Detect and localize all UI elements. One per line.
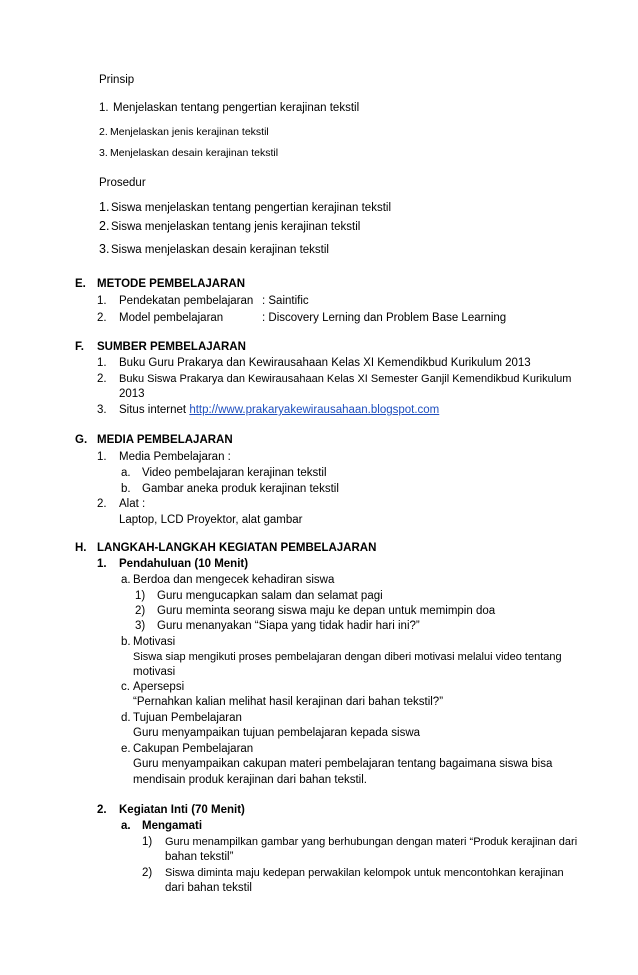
section-e-item-2-num: 2. (97, 312, 107, 324)
prosedur-item-3-num: 3. (99, 242, 110, 256)
prinsip-item-1: Menjelaskan tentang pengertian kerajinan tekstil (113, 102, 360, 114)
kegiatan-inti-title: Kegiatan Inti (70 Menit) (119, 804, 245, 816)
step-b-letter: b. (121, 636, 131, 648)
section-f-title: SUMBER PEMBELAJARAN (97, 341, 246, 353)
step-a-title: Berdoa dan mengecek kehadiran siswa (133, 574, 335, 586)
prosedur-item-1-num: 1. (99, 200, 110, 214)
mengamati-item-2-line-1: Siswa diminta maju kedepan perwakilan kelompok untuk mencontohkan kerajinan (165, 867, 564, 879)
prinsip-item-2-num: 2. (99, 126, 108, 138)
section-f-item-3-num: 3. (97, 404, 107, 416)
section-e-letter: E. (75, 278, 86, 290)
section-e-item-1-num: 1. (97, 295, 107, 307)
section-g-sub-b: Gambar aneka produk kerajinan tekstil (142, 483, 339, 495)
section-g-sub-a: Video pembelajaran kerajinan tekstil (142, 467, 327, 479)
mengamati-title: Mengamati (142, 820, 203, 832)
section-e-title: METODE PEMBELAJARAN (97, 278, 246, 290)
step-a-item-1-num: 1) (135, 590, 146, 602)
section-h-title: LANGKAH-LANGKAH KEGIATAN PEMBELAJARAN (97, 542, 377, 554)
mengamati-item-1-line-1: Guru menampilkan gambar yang berhubungan dengan materi “Produk kerajinan dari (165, 836, 578, 848)
section-h-letter: H. (75, 542, 87, 554)
section-f-letter: F. (75, 341, 84, 353)
section-f-item-1: Buku Guru Prakarya dan Kewirausahaan Kelas XI Kemendikbud Kurikulum 2013 (119, 357, 531, 369)
step-e-title: Cakupan Pembelajaran (133, 743, 254, 755)
prosedur-heading: Prosedur (99, 177, 146, 189)
section-g-letter: G. (75, 434, 88, 446)
prinsip-item-3-num: 3. (99, 147, 108, 159)
step-a-item-3-num: 3) (135, 620, 146, 632)
prosedur-item-3: Siswa menjelaskan desain kerajinan tekstil (111, 244, 329, 256)
step-d-letter: d. (121, 712, 131, 724)
section-f-item-3-prefix: Situs internet (119, 404, 190, 416)
section-e-item-2-value: : Discovery Lerning dan Problem Base Learning (262, 312, 507, 324)
step-a-item-2-num: 2) (135, 605, 146, 617)
step-c-letter: c. (121, 681, 130, 693)
prinsip-heading: Prinsip (99, 74, 135, 86)
section-g-sub-a-letter: a. (121, 467, 131, 479)
pendahuluan-title: Pendahuluan (10 Menit) (119, 558, 249, 570)
section-e-item-1-label: Pendekatan pembelajaran (119, 295, 254, 307)
section-e-item-2-label: Model pembelajaran (119, 312, 224, 324)
step-a-item-3: Guru menanyakan “Siapa yang tidak hadir hari ini?” (157, 620, 420, 632)
step-b-line-1: Siswa siap mengikuti proses pembelajaran dengan diberi motivasi melalui video tentang (133, 651, 562, 663)
step-a-item-2: Guru meminta seorang siswa maju ke depan untuk memimpin doa (157, 605, 496, 617)
prinsip-item-3: Menjelaskan desain kerajinan tekstil (110, 147, 279, 159)
prosedur-item-2-num: 2. (99, 219, 110, 233)
mengamati-item-1-line-2: bahan tekstil” (165, 851, 234, 863)
prinsip-item-1-num: 1. (99, 102, 109, 114)
mengamati-item-1-num: 1) (142, 836, 153, 848)
prinsip-item-2: Menjelaskan jenis kerajinan tekstil (110, 126, 269, 138)
section-f-item-2-line-2: 2013 (119, 388, 145, 400)
section-g-item-2-detail: Laptop, LCD Proyektor, alat gambar (119, 514, 303, 526)
section-g-sub-b-letter: b. (121, 483, 131, 495)
step-a-letter: a. (121, 574, 131, 586)
section-g-title: MEDIA PEMBELAJARAN (97, 434, 233, 446)
step-b-title: Motivasi (133, 636, 176, 648)
step-e-line-2: mendisain produk kerajinan dari bahan tekstil. (133, 774, 367, 786)
section-g-item-2: Alat : (119, 498, 146, 510)
section-e-item-1-value: : Saintific (262, 295, 309, 307)
prosedur-item-2: Siswa menjelaskan tentang jenis kerajinan tekstil (111, 221, 361, 233)
section-f-item-1-num: 1. (97, 357, 107, 369)
section-f-item-2-line-1: Buku Siswa Prakarya dan Kewirausahaan Kelas XI Semester Ganjil Kemendikbud Kurikulum (119, 373, 572, 385)
section-f-item-2-num: 2. (97, 373, 107, 385)
mengamati-item-2-line-2: dari bahan tekstil (165, 882, 252, 894)
step-e-letter: e. (121, 743, 131, 755)
mengamati-letter: a. (121, 820, 131, 832)
step-e-line-1: Guru menyampaikan cakupan materi pembelajaran tentang bagaimana siswa bisa (133, 758, 553, 770)
section-g-item-1: Media Pembelajaran : (119, 451, 231, 463)
section-f-item-3 (119, 403, 439, 418)
step-c-line-1: “Pernahkan kalian melihat hasil kerajinan dari bahan tekstil?” (133, 696, 444, 708)
prakarya-website-link[interactable]: http://www.prakaryakewirausahaan.blogspot.com (189, 404, 440, 416)
step-c-title: Apersepsi (133, 681, 185, 693)
mengamati-item-2-num: 2) (142, 867, 153, 879)
pendahuluan-num: 1. (97, 558, 107, 570)
step-b-line-2: motivasi (133, 666, 176, 678)
step-a-item-1: Guru mengucapkan salam dan selamat pagi (157, 590, 383, 602)
section-g-item-1-num: 1. (97, 451, 107, 463)
step-d-title: Tujuan Pembelajaran (133, 712, 242, 724)
kegiatan-inti-num: 2. (97, 804, 107, 816)
prosedur-item-1: Siswa menjelaskan tentang pengertian kerajinan tekstil (111, 202, 391, 214)
section-g-item-2-num: 2. (97, 498, 107, 510)
step-d-line-1: Guru menyampaikan tujuan pembelajaran kepada siswa (133, 727, 421, 739)
